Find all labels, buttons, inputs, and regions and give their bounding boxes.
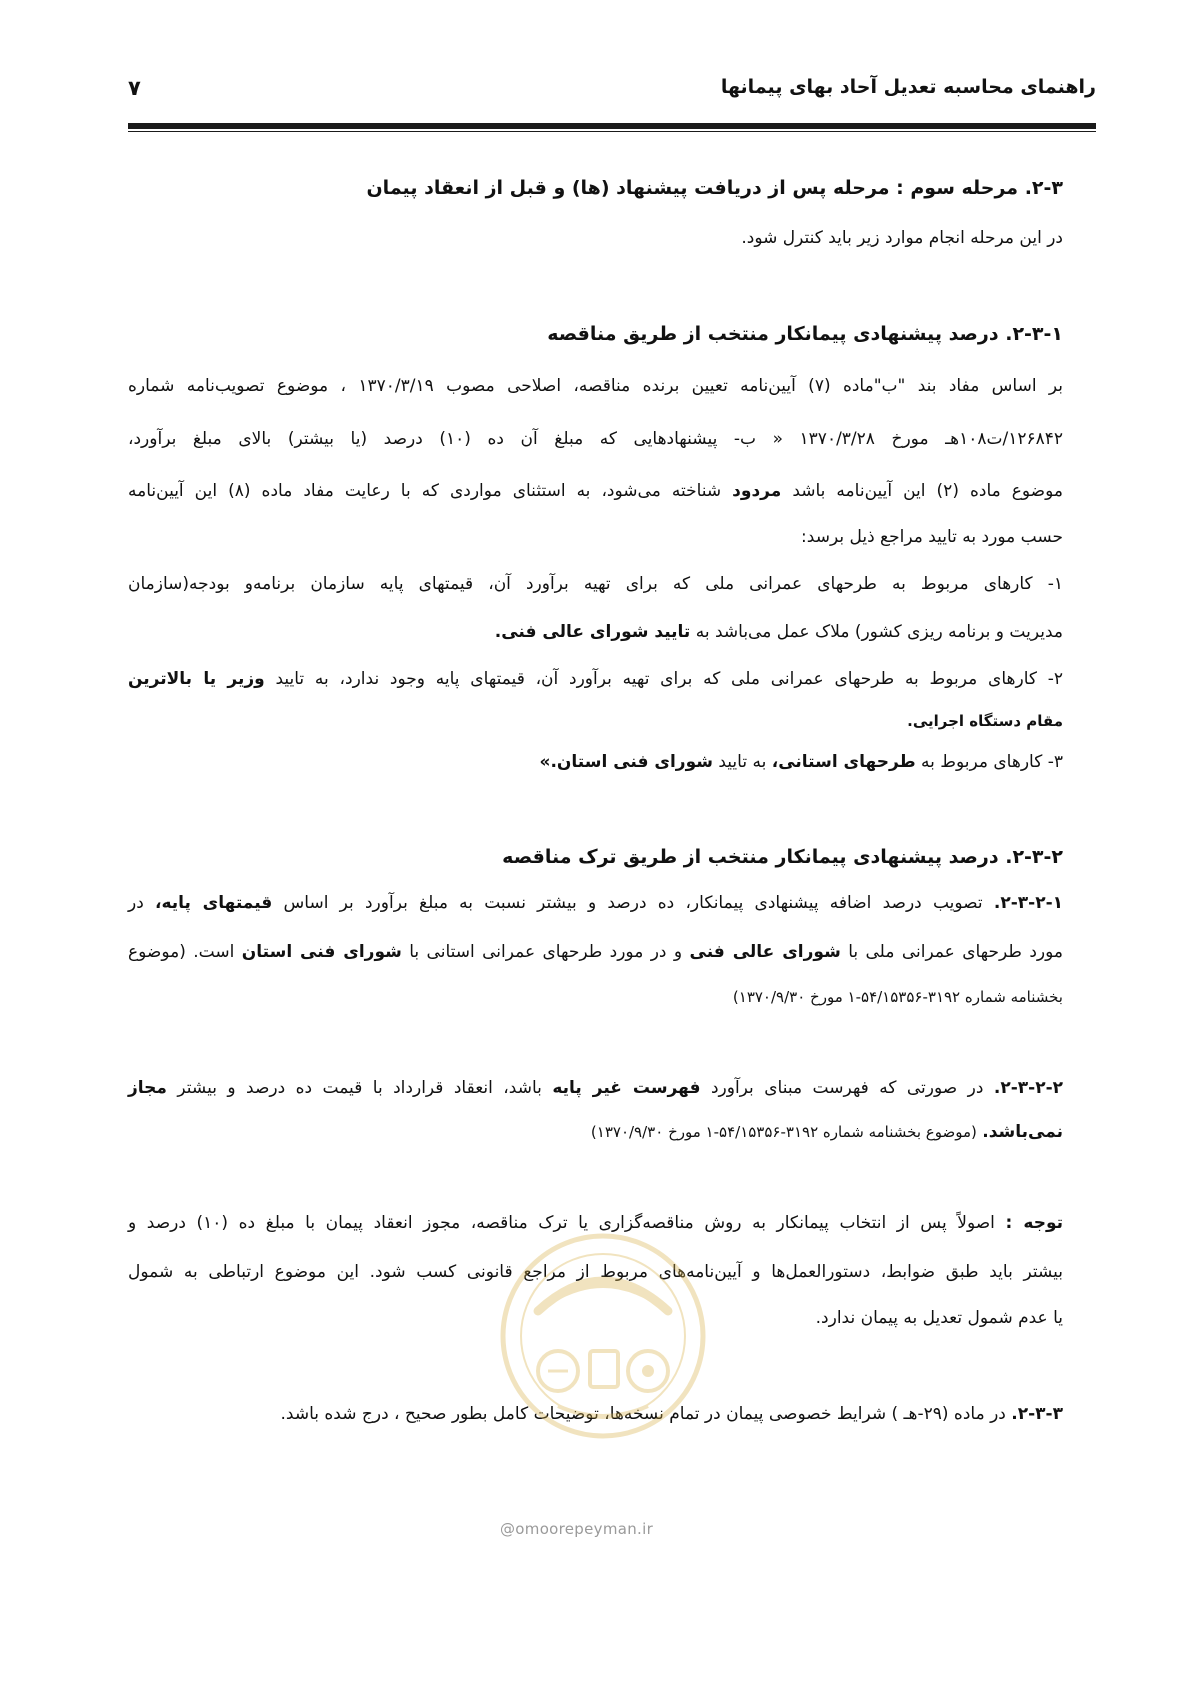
note-line: یا عدم شمول تعدیل به پیمان ندارد. [815,1308,1063,1328]
text-run: در صورتی که فهرست مبنای برآورد [710,1078,984,1098]
emphasis: شورای عالی فنی [689,942,841,962]
paragraph-line [591,1122,1063,1142]
clause-number: ۲-۳-۲-۲. [993,1078,1064,1098]
text-run: اصولاً پس از انتخاب پیمانکار به روش مناقصه‌گزاری یا ترک مناقصه، مجوز انعقاد پیمان با مبلغ ده (۱۰) درصد و [128,1213,995,1233]
section-2-3-2-heading [502,846,1063,868]
note-line: بیشتر باید طبق ضوابط، دستورالعمل‌ها و آیین‌نامه‌های مربوط از مراجع قانونی کسب شود. این موضوع ارتباطی به شمول [128,1262,1063,1282]
note-line [128,1213,1063,1233]
header-rule-thick [128,123,1096,129]
paragraph-line [128,481,1063,501]
list-item-2 [128,669,1063,689]
paragraph-line [128,942,1063,962]
section-title: مرحله سوم : مرحله پس از دریافت پیشنهاد (ها) و قبل از انعقاد پیمان [366,177,1019,199]
section-number: ۲-۳. [1024,177,1063,199]
section-number: ۲-۳-۲. [1005,846,1063,868]
text-run: در ماده (۲۹-هـ ) شرایط خصوصی پیمان در تمام نسخه‌ها، توضیحات کامل بطور صحیح ، درج شده باشد. [280,1404,1006,1424]
watermark-url: @omoorepeyman.ir [500,1520,654,1538]
emphasis: مجاز [128,1078,167,1098]
paragraph-2-3-2-2 [128,1078,1063,1098]
clause-number: ۲-۳-۲-۱. [993,893,1064,913]
paragraph-line: ۱۲۶۸۴۲/ت۱۰۸هـ مورخ ۱۳۷۰/۳/۲۸ « ب- پیشنهادهایی که مبلغ آن ده (۱۰) درصد (یا بیشتر) بالای مبلغ برآورد، [128,429,1064,449]
note-label: توجه : [1005,1213,1063,1233]
text-run: شناخته می‌شود، به استثنای مواردی که با رعایت مفاد ماده (۸) این آیین‌نامه [128,481,722,501]
emphasis: طرحهای استانی، [771,752,916,772]
section-title: درصد پیشنهادی پیمانکار منتخب از طریق مناقصه [547,323,999,345]
section-2-3-1-heading [547,323,1063,345]
emphasis: وزیر یا بالاترین [128,669,265,689]
emphasis: فهرست غیر پایه [552,1078,701,1098]
list-item-1: ۱- کارهای مربوط به طرحهای عمرانی ملی که برای تهیه برآورد آن، قیمتهای پایه سازمان برنامه‌و بودجه(سازمان [128,574,1063,594]
text-run: در [128,893,144,913]
page-header [128,76,1096,106]
emphasis: قیمتهای پایه، [155,893,273,913]
paragraph-2-3-2-1 [128,893,1063,913]
emphasis: تایید شورای عالی فنی. [494,622,691,642]
emphasis: مقام دستگاه اجرایی. [907,712,1063,730]
text-run: موضوع ماده (۲) این آیین‌نامه باشد [792,481,1064,501]
page-number: ۷ [128,76,141,100]
text-run: است. (موضوع [128,942,235,962]
list-item-3 [539,752,1063,772]
reference-note: بخشنامه شماره ۳۱۹۲-۵۴/۱۵۳۵۶-۱ مورخ ۱۳۷۰/۹/۳۰) [732,988,1063,1006]
section-number: ۲-۳-۱. [1005,323,1063,345]
text-run: باشد، انعقاد قرارداد با قیمت ده درصد و بیشتر [177,1078,542,1098]
header-rule-thin [128,131,1096,132]
list-item-1-cont [495,622,1063,642]
clause-number: ۲-۳-۳. [1011,1404,1063,1424]
section-2-3-heading [366,177,1063,199]
text-run: مدیریت و برنامه ریزی کشور) ملاک عمل می‌باشد به [695,622,1063,642]
list-item-2-cont [907,711,1063,731]
running-title: راهنمای محاسبه تعدیل آحاد بهای پیمانها [720,76,1096,98]
text-run: ۳- کارهای مربوط به [921,752,1063,772]
text-run: تصویب درصد اضافه پیشنهادی پیمانکار، ده درصد و بیشتر نسبت به مبلغ برآورد بر اساس [283,893,983,913]
text-run: ۲- کارهای مربوط به طرحهای عمرانی ملی که برای تهیه برآورد آن، قیمتهای پایه وجود ندارد، به تایید [275,669,1063,689]
section-title: درصد پیشنهادی پیمانکار منتخب از طریق ترک مناقصه [502,846,999,868]
text-run: مورد طرحهای عمرانی ملی با [848,942,1064,962]
reference-note: (موضوع بخشنامه شماره ۳۱۹۲-۵۴/۱۵۳۵۶-۱ مورخ ۱۳۷۰/۹/۳۰) [590,1123,977,1141]
emphasis: شورای فنی استان [241,942,402,962]
section-2-3-intro: در این مرحله انجام موارد زیر باید کنترل شود. [741,228,1063,248]
paragraph-line: بر اساس مفاد بند "ب"ماده (۷) آیین‌نامه تعیین برنده مناقصه، اصلاحی مصوب ۱۳۷۰/۳/۱۹ ، موضوع تصویب‌نامه شماره [128,376,1064,396]
emphasis-rejected: مردود [732,481,782,501]
paragraph-line: حسب مورد به تایید مراجع ذیل برسد: [801,527,1063,547]
text-run: به تایید [718,752,767,772]
emphasis: نمی‌باشد. [982,1122,1063,1142]
watermark-seal-icon [498,1231,708,1441]
emphasis: شورای فنی استان.» [539,752,713,772]
text-run: و در مورد طرحهای عمرانی استانی با [409,942,683,962]
